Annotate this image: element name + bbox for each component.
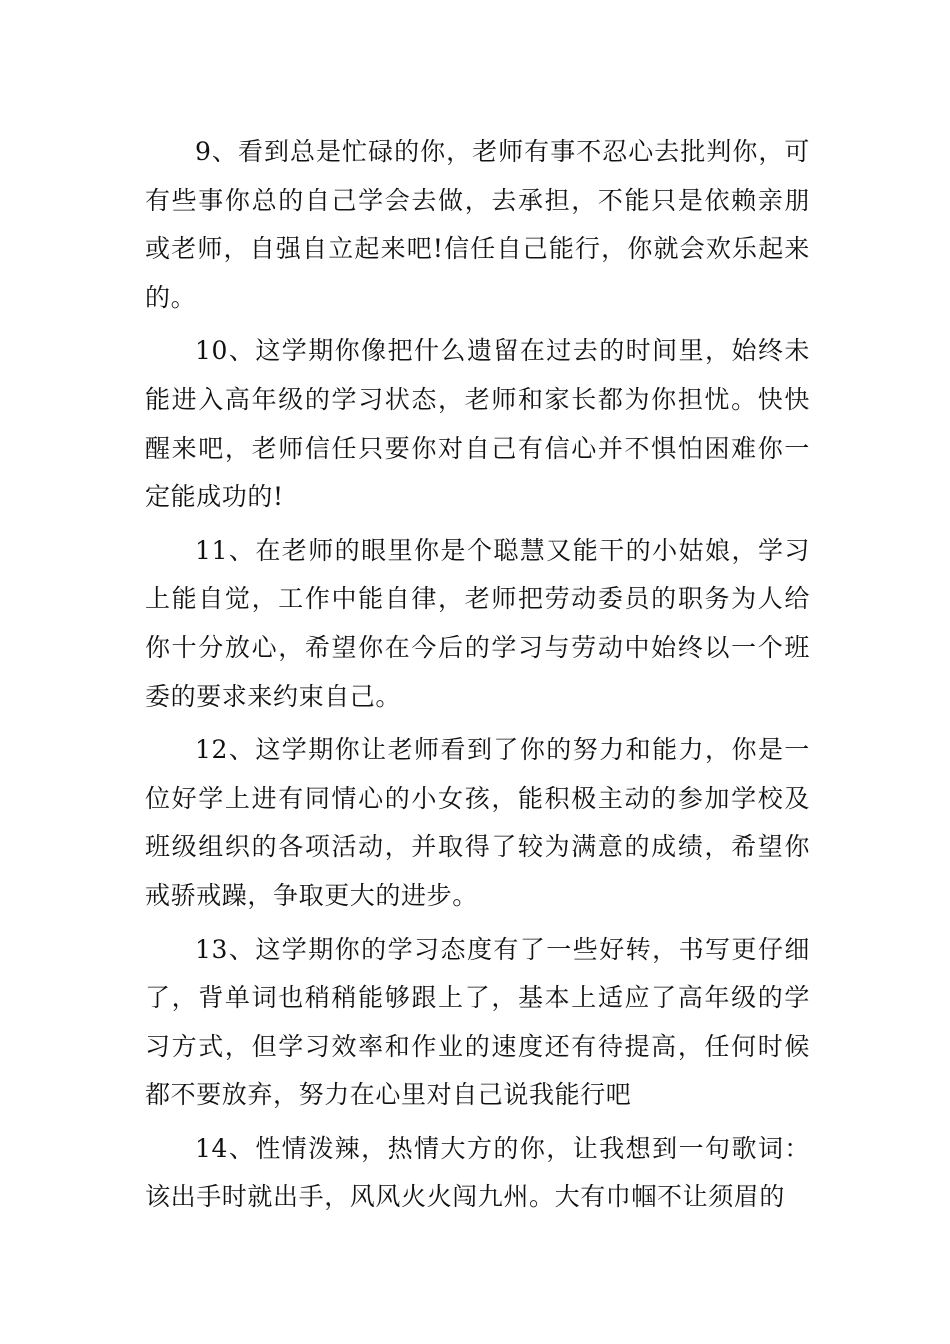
paragraph-12: 12、这学期你让老师看到了你的努力和能力，你是一位好学上进有同情心的小女孩，能积极主动的参加学校及班级组织的各项活动，并取得了较为满意的成绩，希望你戒骄戒躁，争取更大的进步。 [145,735,810,910]
paragraph-11: 11、在老师的眼里你是个聪慧又能干的小姑娘，学习上能自觉，工作中能自律，老师把劳动委员的职务为人给你十分放心，希望你在今后的学习与劳动中始终以一个班委的要求来约束自己。 [145,535,810,711]
paragraph-9: 9、看到总是忙碌的你，老师有事不忍心去批判你，可有些事你总的自己学会去做，去承担，不能只是依赖亲朋或老师，自强自立起来吧!信任自己能行，你就会欢乐起来的。 [145,137,810,312]
paragraph-14: 14、性情泼辣，热情大方的你，让我想到一句歌词：该出手时就出手，风风火火闯九州。大有巾帼不让须眉的 [145,1133,810,1212]
document-body [145,128,810,1227]
paragraph-10: 10、这学期你像把什么遗留在过去的时间里，始终未能进入高年级的学习状态，老师和家长都为你担忧。快快醒来吧，老师信任只要你对自己有信心并不惧怕困难你一定能成功的! [145,336,810,512]
paragraph-13: 13、这学期你的学习态度有了一些好转，书写更仔细了，背单词也稍稍能够跟上了，基本上适应了高年级的学习方式，但学习效率和作业的速度还有待提高，任何时候都不要放弃，努力在心里对自己说我能行吧 [145,934,810,1110]
